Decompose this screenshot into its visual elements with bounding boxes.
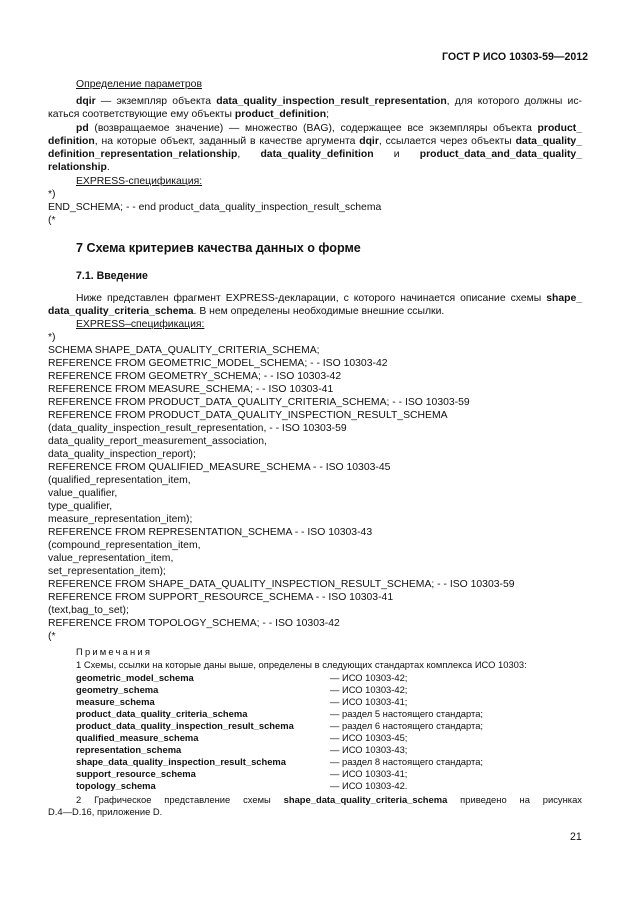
- code-line: REFERENCE FROM PRODUCT_DATA_QUALITY_CRITERIA_SCHEMA; - - ISO 10303-59: [48, 397, 470, 408]
- code-line: *): [48, 189, 56, 200]
- pd-definition-line4: relationship.: [48, 162, 110, 173]
- code-line: set_representation_item);: [48, 566, 166, 577]
- note-schema-row: qualified_measure_schema — ИСО 10303-45;: [76, 732, 408, 743]
- code-line: (*: [48, 215, 56, 226]
- definitions-heading: Определение параметров: [76, 79, 202, 90]
- code-line: REFERENCE FROM PRODUCT_DATA_QUALITY_INSPECTION_RESULT_SCHEMA: [48, 410, 448, 421]
- code-line: (data_quality_inspection_result_representation, - - ISO 10303-59: [48, 423, 347, 434]
- code-line: REFERENCE FROM SUPPORT_RESOURCE_SCHEMA - - ISO 10303-41: [48, 592, 394, 603]
- page-header: ГОСТ Р ИСО 10303-59—2012: [442, 51, 589, 63]
- note-schema-row: measure_schema — ИСО 10303-41;: [76, 696, 408, 707]
- note-1: 1 Схемы, ссылки на которые даны выше, определены в следующих стандартах комплекса ИСО 10303:: [76, 659, 527, 670]
- pd-definition-line1: pd (возвращаемое значение) — множество (BAG), содержащее все экземпляры объекта product_: [76, 123, 582, 134]
- express-spec-label-1: EXPRESS-спецификация:: [76, 176, 203, 187]
- pd-definition-line2: definition, на которые объект, заданный в качестве аргумента dqir, ссылается через объекты data_quality_: [48, 136, 582, 147]
- code-line: REFERENCE FROM GEOMETRIC_MODEL_SCHEMA; - - ISO 10303-42: [48, 358, 388, 369]
- code-line: (qualified_representation_item,: [48, 475, 191, 486]
- intro-paragraph-line1: Ниже представлен фрагмент EXPRESS-декларации, с которого начинается описание схемы shape_: [76, 293, 582, 304]
- code-line: REFERENCE FROM MEASURE_SCHEMA; - - ISO 10303-41: [48, 384, 334, 395]
- note-schema-row: topology_schema — ИСО 10303-42.: [76, 780, 408, 791]
- note-schema-row: geometry_schema — ИСО 10303-42;: [76, 684, 408, 695]
- dqir-definition-line1: dqir — экземпляр объекта data_quality_inspection_result_representation, для которого должны ис-: [76, 96, 583, 107]
- code-line: data_quality_report_measurement_association,: [48, 436, 267, 447]
- note-schema-row: support_resource_schema — ИСО 10303-41;: [76, 768, 408, 779]
- code-line: SCHEMA SHAPE_DATA_QUALITY_CRITERIA_SCHEMA;: [48, 345, 320, 356]
- code-line: END_SCHEMA; - - end product_data_quality_inspection_result_schema: [48, 202, 382, 213]
- code-line: value_qualifier,: [48, 488, 118, 499]
- note-schema-row: geometric_model_schema — ИСО 10303-42;: [76, 672, 408, 683]
- note-schema-row: product_data_quality_inspection_result_schema — раздел 6 настоящего стандарта;: [76, 720, 484, 731]
- code-line: value_representation_item,: [48, 553, 174, 564]
- section-7-title: 7 Схема критериев качества данных о форме: [76, 241, 361, 255]
- note-schema-row: shape_data_quality_inspection_result_schema — раздел 8 настоящего стандарта;: [76, 756, 484, 767]
- code-line: REFERENCE FROM TOPOLOGY_SCHEMA; - - ISO 10303-42: [48, 618, 340, 629]
- dqir-definition-line2: каться соответствующие ему объекты product_definition;: [48, 109, 329, 120]
- code-line: REFERENCE FROM SHAPE_DATA_QUALITY_INSPECTION_RESULT_SCHEMA; - - ISO 10303-59: [48, 579, 515, 590]
- notes-heading: Примечания: [76, 646, 153, 657]
- pd-definition-line3: definition_representation_relationship, data_quality_definition и product_data_and_data_quality_: [48, 149, 582, 160]
- note-2-line1: 2 Графическое представление схемы shape_data_quality_criteria_schema приведено на рисунках: [76, 794, 582, 805]
- section-7-1-title: 7.1. Введение: [76, 270, 148, 282]
- intro-paragraph-line2: data_quality_criteria_schema. В нем определены необходимые внешние ссылки.: [48, 306, 445, 317]
- code-line: REFERENCE FROM QUALIFIED_MEASURE_SCHEMA - - ISO 10303-45: [48, 462, 391, 473]
- code-line: measure_representation_item);: [48, 514, 193, 525]
- note-schema-row: product_data_quality_criteria_schema — раздел 5 настоящего стандарта;: [76, 708, 484, 719]
- code-line: type_qualifier,: [48, 501, 113, 512]
- code-line: *): [48, 332, 56, 343]
- code-line: REFERENCE FROM GEOMETRY_SCHEMA; - - ISO 10303-42: [48, 371, 342, 382]
- code-line: data_quality_inspection_report);: [48, 449, 196, 460]
- code-line: (text,bag_to_set);: [48, 605, 129, 616]
- express-spec-label-2: EXPRESS–спецификация:: [76, 319, 205, 330]
- page-number: 21: [570, 831, 582, 843]
- code-line: (*: [48, 631, 56, 642]
- note-2-line2: D.4—D.16, приложение D.: [48, 806, 163, 817]
- note-schema-row: representation_schema — ИСО 10303-43;: [76, 744, 408, 755]
- code-line: (compound_representation_item,: [48, 540, 201, 551]
- code-line: REFERENCE FROM REPRESENTATION_SCHEMA - - ISO 10303-43: [48, 527, 373, 538]
